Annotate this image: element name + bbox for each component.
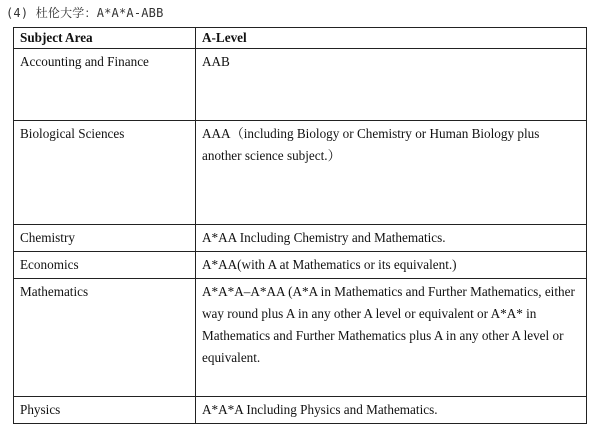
subject-cell: Chemistry <box>14 225 196 252</box>
subject-cell: Economics <box>14 252 196 279</box>
requirement-cell: A*A*A–A*AA (A*A in Mathematics and Further Mathematics, either way round plus A in any other A level or equivalent or A*A* in Mathematics and Further Mathematics plus A in any other A level or equivalent. <box>196 279 587 397</box>
table-row <box>14 225 587 252</box>
table-row <box>14 279 587 397</box>
subject-cell: Physics <box>14 397 196 424</box>
table-row <box>14 121 587 225</box>
table-row <box>14 252 587 279</box>
table-row <box>14 49 587 121</box>
requirement-cell: A*A*A Including Physics and Mathematics. <box>196 397 587 424</box>
subject-cell: Biological Sciences <box>14 121 196 225</box>
table-header-row <box>14 28 587 49</box>
subject-cell: Mathematics <box>14 279 196 397</box>
header-a-level: A-Level <box>196 28 587 49</box>
header-subject-area: Subject Area <box>14 28 196 49</box>
requirement-cell: A*AA(with A at Mathematics or its equivalent.) <box>196 252 587 279</box>
subject-cell: Accounting and Finance <box>14 49 196 121</box>
requirement-cell: A*AA Including Chemistry and Mathematics. <box>196 225 587 252</box>
table-row <box>14 397 587 424</box>
requirement-cell: AAA（including Biology or Chemistry or Human Biology plus another science subject.） <box>196 121 587 225</box>
requirement-cell: AAB <box>196 49 587 121</box>
entry-requirements-table <box>13 27 587 424</box>
section-heading: (4) 杜伦大学：A*A*A-ABB <box>6 6 164 20</box>
